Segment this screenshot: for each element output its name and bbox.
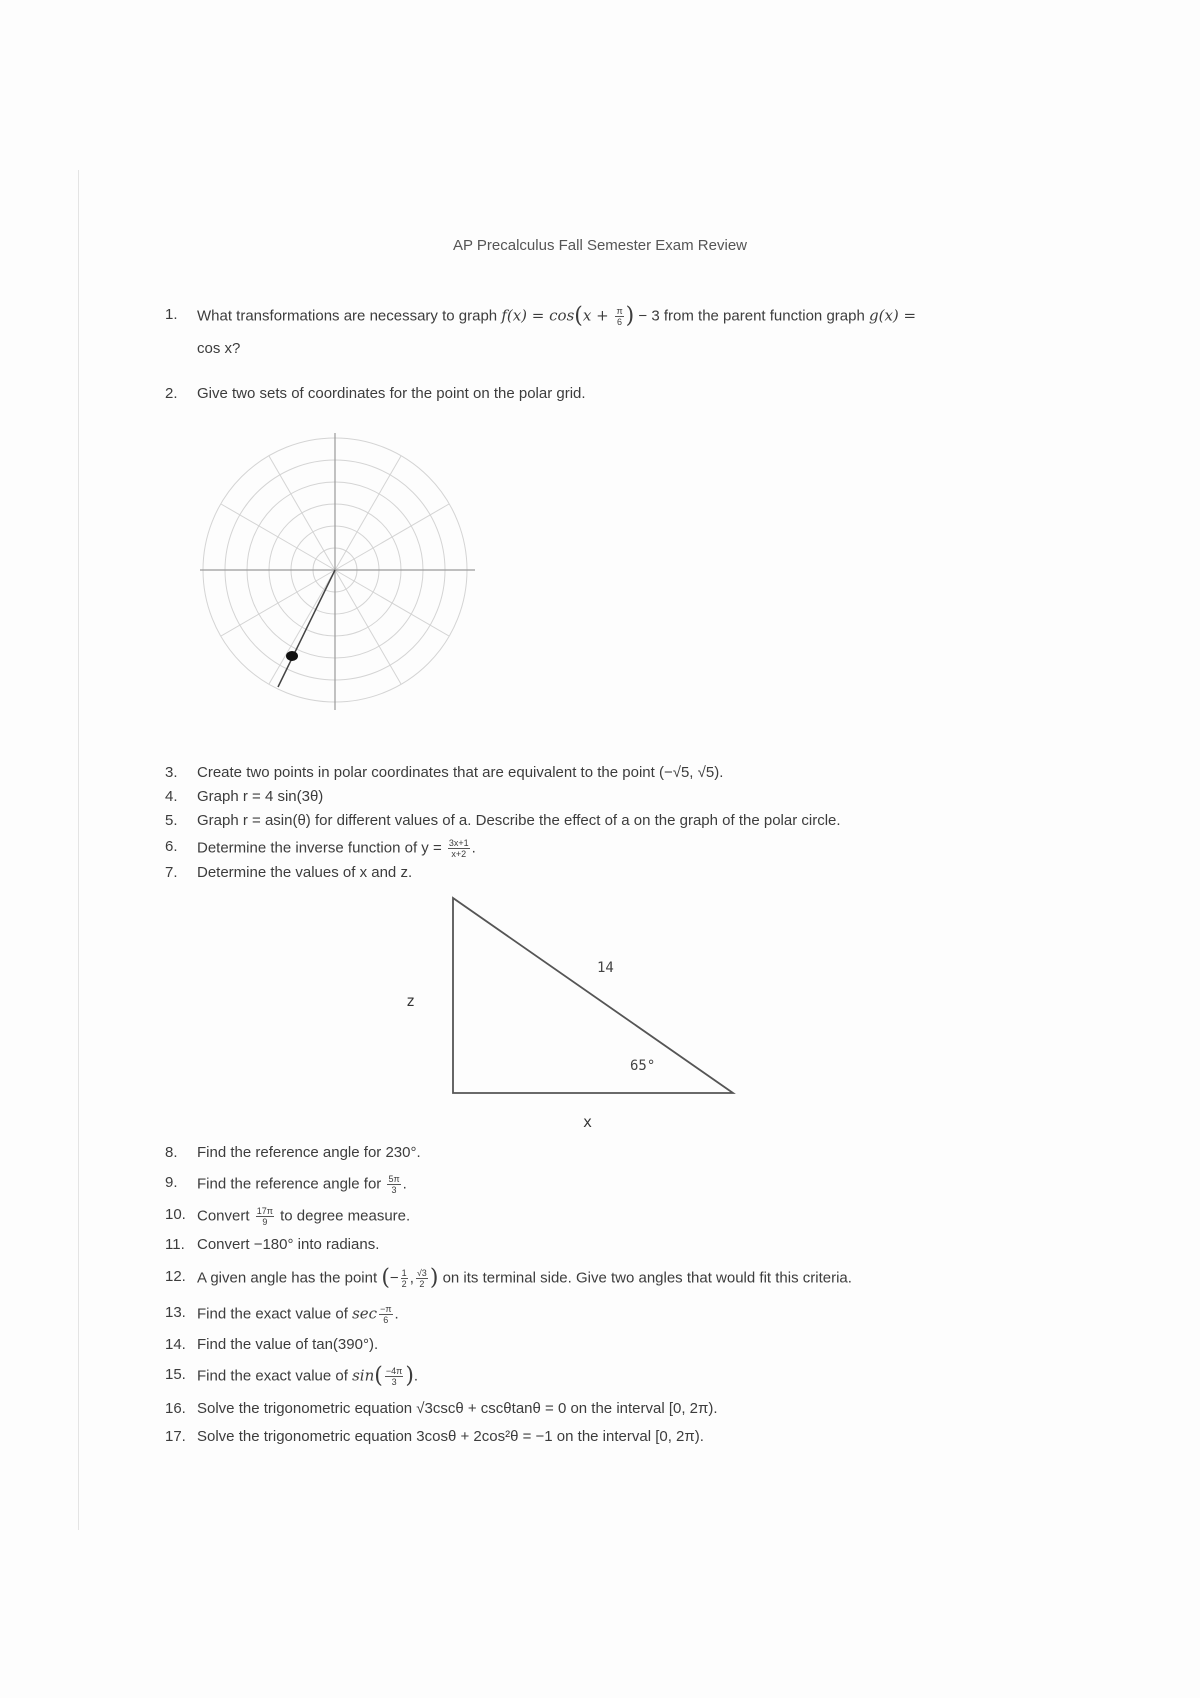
question-text: Find the exact value of sin( $\frac{-4\pi}{3}$ ). [197, 1363, 419, 1389]
question-text: Find the value of tan(390°). [197, 1336, 379, 1353]
page-title: AP Precalculus Fall Semester Exam Review [453, 237, 747, 254]
question-text: Convert $\frac{17\pi}{9}$ to degree measure. [197, 1206, 411, 1227]
question-number: 2. [165, 385, 178, 402]
side-z-label: z [406, 992, 416, 1010]
question-number: 10. [165, 1206, 186, 1223]
question-text: Create two points in polar coordinates that are equivalent to the point (−√5, √5). [197, 764, 724, 781]
question-text: What transformations are necessary to graph f(x) = cos(x + $\frac{\pi}{6}$ ) − 3 from the parent function graph g(x) = [197, 303, 917, 329]
question-text: Find the reference angle for 230°. [197, 1144, 421, 1161]
question-text: Determine the values of x and z. [197, 864, 413, 881]
question-number: 9. [165, 1174, 178, 1191]
question-number: 14. [165, 1336, 186, 1353]
right-triangle-figure [390, 880, 770, 1140]
triangle-shape [453, 898, 733, 1093]
angle-label: 65° [630, 1058, 656, 1074]
question-text: Find the reference angle for $\frac{5\pi}{3}$ . [197, 1174, 407, 1195]
question-number: 8. [165, 1144, 178, 1161]
hypotenuse-label: 14 [597, 960, 614, 976]
question-text: Convert −180° into radians. [197, 1236, 380, 1253]
question-number: 17. [165, 1428, 186, 1445]
question-text: Give two sets of coordinates for the point on the polar grid. [197, 385, 586, 402]
question-number: 11. [165, 1236, 185, 1253]
question-number: 12. [165, 1268, 186, 1285]
question-text: Solve the trigonometric equation 3cosθ + 2cos²θ = −1 on the interval [0, 2π). [197, 1428, 704, 1445]
scan-edge-line [78, 170, 79, 1530]
polar-point [286, 651, 298, 661]
question-number: 1. [165, 306, 178, 323]
question-text: Determine the inverse function of y = $\frac{3x+1}{x+2}$ . [197, 838, 476, 859]
question-number: 16. [165, 1400, 186, 1417]
question-number: 15. [165, 1366, 186, 1383]
question-text: Find the exact value of sec $\frac{-\pi}{6}$ . [197, 1304, 399, 1325]
question-number: 5. [165, 812, 178, 829]
side-x-label: x [583, 1113, 593, 1131]
question-text: Graph r = asin(θ) for different values of a. Describe the effect of a on the graph of the polar circle. [197, 812, 841, 829]
question-number: 6. [165, 838, 178, 855]
question-number: 7. [165, 864, 178, 881]
question-text: A given angle has the point (− $\frac{1}{2}$ , $\frac{√3}{2}$ ) on its terminal side. Give two angles that would fit this criteria. [197, 1265, 852, 1291]
question-number: 3. [165, 764, 178, 781]
question-1-line2: cos x? [197, 340, 241, 357]
polar-grid-figure [190, 425, 480, 715]
terminal-ray [278, 570, 335, 687]
question-text: Solve the trigonometric equation √3cscθ + cscθtanθ = 0 on the interval [0, 2π). [197, 1400, 718, 1417]
question-number: 13. [165, 1304, 186, 1321]
question-number: 4. [165, 788, 178, 805]
question-text: Graph r = 4 sin(3θ) [197, 788, 324, 805]
